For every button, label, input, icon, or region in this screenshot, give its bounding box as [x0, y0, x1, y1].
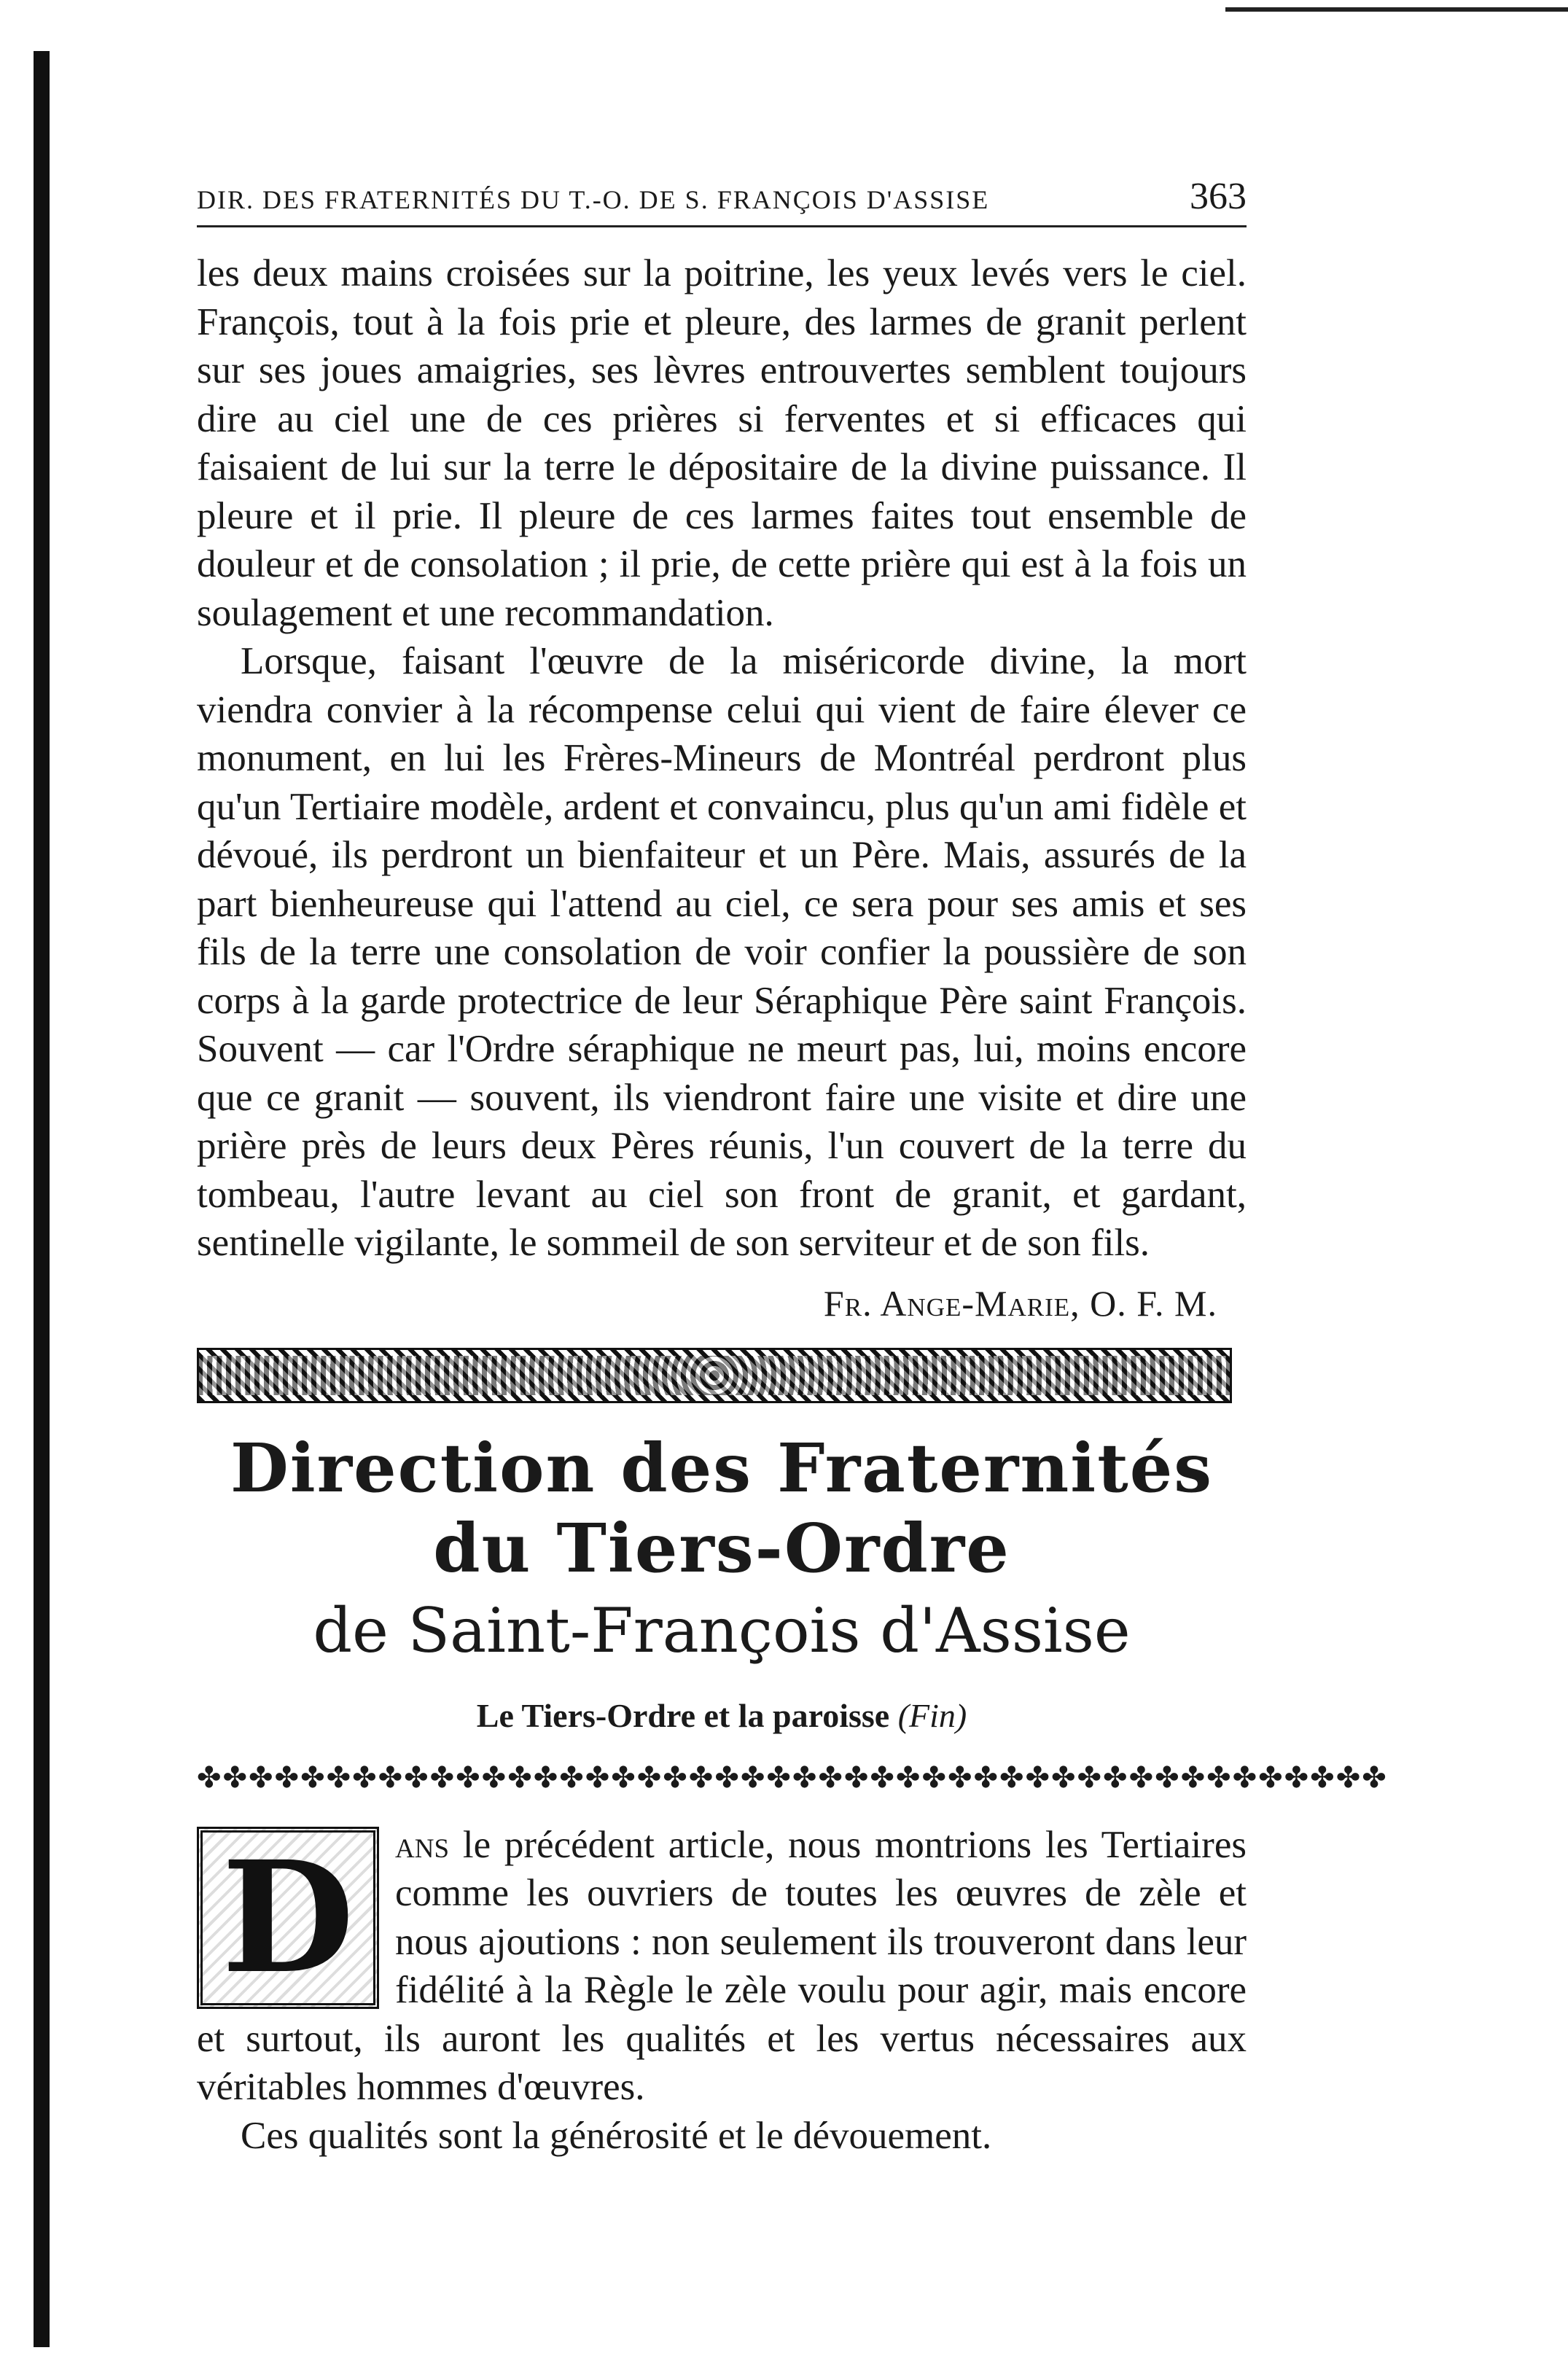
dropcap-letter: D — [197, 1827, 379, 2009]
dropcap-paragraph-block — [197, 1821, 1247, 2112]
paragraph: Ces qualités sont la générosité et le dévouement. — [241, 2114, 992, 2157]
ornamental-band — [197, 1348, 1232, 1403]
scan-margin-bar — [34, 51, 50, 2347]
signature: Fr. Ange-Marie, O. F. M. — [823, 1282, 1217, 1324]
subtitle-note: (Fin) — [897, 1696, 967, 1734]
page-number: 363 — [1190, 176, 1247, 217]
running-head-title: DIR. DES FRATERNITÉS DU T.-O. DE S. FRANÇOIS D'ASSISE — [197, 185, 990, 214]
running-head — [197, 175, 1247, 227]
subtitle-text: Le Tiers-Ordre et la paroisse — [476, 1696, 890, 1734]
paragraph: les deux mains croisées sur la poitrine, les yeux levés vers le ciel. François, tout à la fois prie et pleure, des larmes de granit perlent sur ses joues amaigries, ses lèvres entrouvertes semblent toujours dire au ciel une de ces prières si ferventes et si efficaces qui faisaient de lui sur la terre le dépositaire de la divine puissance. Il pleure et il prie. Il pleure de ces larmes faites tout ensemble de douleur et de consolation ; il prie, de cette prière qui est à la fois un soulagement et une recommandation. — [197, 252, 1247, 634]
dropcap-smallcaps: ans — [395, 1823, 450, 1866]
book-page — [197, 175, 1388, 2160]
section-subtitle — [197, 1696, 1247, 1735]
scan-top-rule — [1225, 7, 1568, 12]
section-title-line-2: de Saint-François d'Assise — [313, 1594, 1131, 1666]
paragraph: Lorsque, faisant l'œuvre de la miséricorde divine, la mort viendra convier à la récompense celui qui vient de faire élever ce monument, en lui les Frères-Mineurs de Montréal perdront plus qu'un Tertiaire modèle, ardent et convaincu, plus qu'un ami fidèle et dévoué, ils perdront un bienfaiteur et un Père. Mais, assurés de la part bienheureuse qui l'attend au ciel, ce sera pour ses amis et ses fils de la terre une consolation de voir confier la poussière de son corps à la garde protectrice de leur Séraphique Père saint François. Souvent — car l'Ordre séraphique ne meurt pas, lui, moins encore que ce granit — souvent, ils viendront faire une visite et dire une prière près de leurs deux Pères réunis, l'un couvert de la terre du tombeau, l'autre levant au ciel son front de granit, et gardant, sentinelle vigilante, le sommeil de son serviteur et de son fils. — [197, 640, 1247, 1264]
section-title-line-1: Direction des Fraternités du Tiers-Ordre — [230, 1428, 1214, 1588]
ornamental-rule: ✤✤✤✤✤✤✤✤✤✤✤✤✤✤✤✤✤✤✤✤✤✤✤✤✤✤✤✤✤✤✤✤✤✤✤✤✤✤✤✤✤✤✤✤✤✤ — [197, 1760, 1388, 1794]
body-text — [197, 249, 1247, 1268]
dropcap-paragraph-text: le précédent article, nous montrions les Tertiaires comme les ouvriers de toutes les œuvres de zèle et nous ajoutions : non seulement ils trouveront dans leur fidélité à la Règle le zèle voulu pour agir, mais encore et surtout, ils auront les qualités et les vertus nécessaires aux véritables hommes d'œuvres. — [197, 1823, 1247, 2108]
